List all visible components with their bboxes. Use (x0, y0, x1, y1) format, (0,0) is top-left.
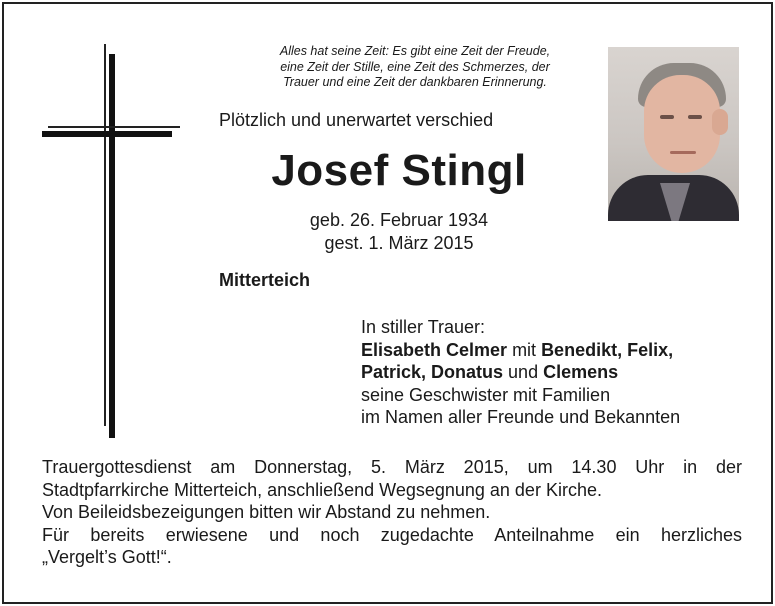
service-line: Von Beileidsbezeigungen bitten wir Abstand zu nehmen. (42, 502, 491, 522)
mourners-line (361, 339, 680, 362)
service-line: Stadtpfarrkirche Mitterteich, anschließend Wegsegnung an der Kirche. (42, 479, 602, 500)
mourner-name: Patrick, Donatus (361, 362, 504, 382)
deceased-name: Josef Stingl (271, 146, 527, 195)
mourners-line (361, 361, 680, 384)
service-line: „Vergelt’s Gott!“. (42, 547, 172, 567)
connector-text: mit (507, 339, 542, 360)
service-info (42, 456, 742, 569)
motto-line: Trauer und eine Zeit der dankbaren Erinnerung. (283, 75, 547, 89)
mourners-line: seine Geschwister mit Familien (361, 384, 611, 405)
service-line: Für bereits erwiesene und noch zugedachte Anteilnahme ein herzliches (42, 524, 742, 545)
life-dates (219, 209, 579, 255)
mourner-name: Benedikt, Felix, (541, 339, 674, 360)
motto-line: Alles hat seine Zeit: Es gibt eine Zeit der Freude, (279, 44, 551, 58)
motto-quote (240, 44, 590, 91)
connector-text: und (503, 362, 544, 382)
intro-text: Plötzlich und unerwartet verschied (219, 110, 494, 130)
service-line: Trauergottesdienst am Donnerstag, 5. März 2015, um 14.30 Uhr in der (42, 457, 742, 477)
mourner-name: Clemens (543, 362, 619, 382)
mourners-block (361, 316, 680, 429)
obituary-notice (2, 2, 773, 604)
birth-date: geb. 26. Februar 1934 (309, 210, 489, 230)
mourners-line: im Namen aller Freunde und Bekannten (361, 407, 681, 427)
motto-line: eine Zeit der Stille, eine Zeit des Schmerzes, der (280, 59, 550, 74)
mourners-heading: In stiller Trauer: (361, 317, 486, 337)
mourner-name: Elisabeth Celmer (361, 339, 508, 360)
portrait-photo (608, 47, 739, 221)
hometown: Mitterteich (219, 270, 311, 290)
death-date: gest. 1. März 2015 (324, 233, 474, 253)
